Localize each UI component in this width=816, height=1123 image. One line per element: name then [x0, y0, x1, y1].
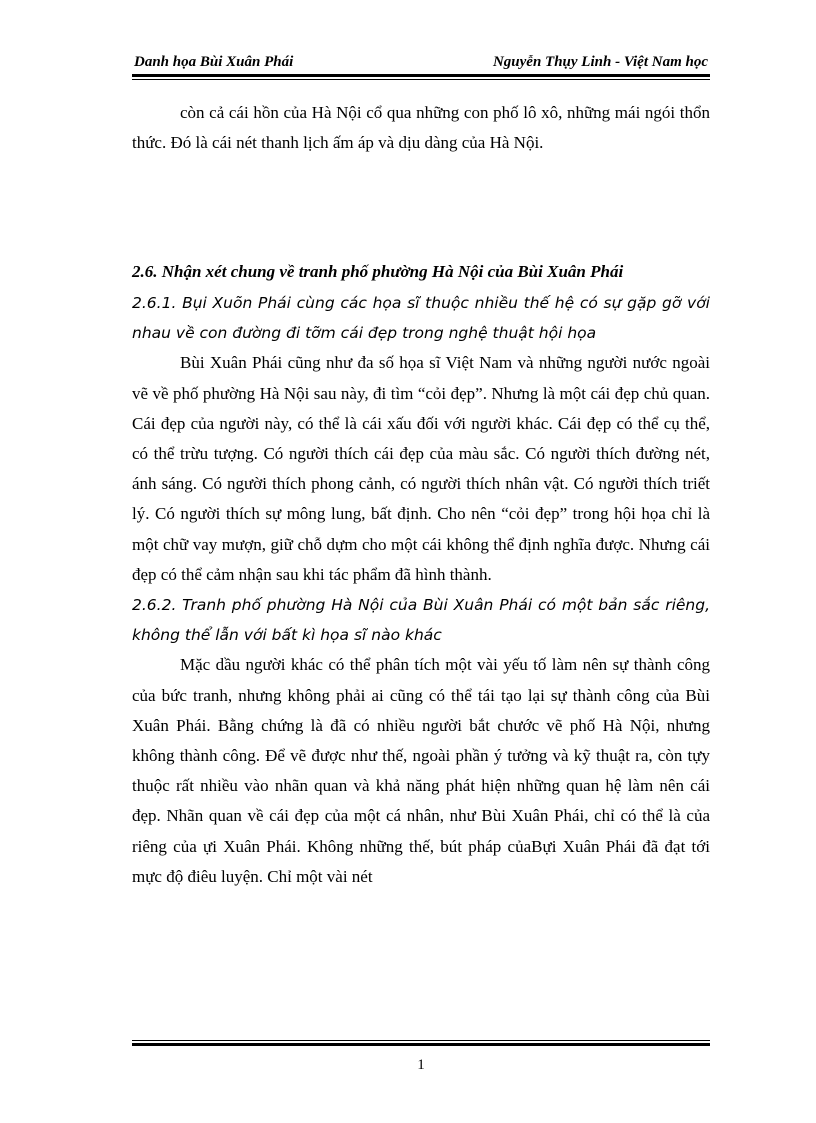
page-header — [132, 52, 710, 92]
header-title: Danh họa Bùi Xuân Phái — [134, 54, 294, 70]
intro-block — [132, 98, 710, 158]
footer-rule-thin — [132, 1040, 710, 1041]
page-footer — [132, 1040, 710, 1080]
subsection-2-heading: 2.6.2. Tranh phố phường Hà Nội của Bùi Xuân Phái có một bản sắc riêng, không thể lẫn với bất kì họa sĩ nào khác — [132, 596, 710, 645]
subsection-1-heading: 2.6.1. Bụi Xuõn Phái cùng các họa sĩ thuộc nhiều thế hệ có sự gặp gỡ với nhau về con đường đi tỡm cái đẹp trong nghệ thuật hội họa — [132, 294, 710, 343]
page-number: 1 — [417, 1057, 425, 1073]
section-2-6 — [132, 258, 710, 892]
subsection-1-paragraph: Bùi Xuân Phái cũng như đa số họa sĩ Việt Nam và những người nước ngoài vẽ về phố phường Hà Nội sau này, đi tìm “cỏi đẹp”. Nhưng là một cái đẹp chủ quan. Cái đẹp của người này, có thể là cái xấu đối với người khác. Cái đẹp có thể cụ thể, có thể trừu tượng. Có người thích cái đẹp của màu sắc. Có người thích đường nét, ánh sáng. Có người thích phong cảnh, có người thích nhân vật. Có người thích triết lý. Có người thích sự mông lung, bất định. Cho nên “cỏi đẹp” trong hội họa chỉ là một chữ vay mượn, giữ chỗ dựm cho một cái không thể định nghĩa được. Nhưng cái đẹp có thể cảm nhận sau khi tác phẩm đã hình thành. — [132, 353, 710, 584]
intro-paragraph: còn cả cái hồn của Hà Nội cổ qua những con phố lô xô, những mái ngói thổn thức. Đó là cái nét thanh lịch ấm áp và dịu dàng của Hà Nội. — [132, 103, 710, 153]
header-rule-thick — [132, 74, 710, 77]
subsection-2-paragraph: Mặc dầu người khác có thể phân tích một vài yếu tố làm nên sự thành công của bức tranh, nhưng không phải ai cũng có thể tái tạo lại sự thành công của Bùi Xuân Phái. Bằng chứng là đã có nhiều người bắt chước vẽ phố Hà Nội, nhưng không thành công. Để vẽ được như thế, ngoài phần ý tưởng và kỹ thuật ra, còn tựy thuộc rất nhiều vào nhãn quan và khả năng phát hiện những quan hệ làm nên cái đẹp. Nhãn quan về cái đẹp của một cá nhân, như Bùi Xuân Phái, chỉ có thể là của riêng của ựi Xuân Phái. Không những thế, bút pháp củaBựi Xuân Phái đã đạt tới mực độ điêu luyện. Chỉ một vài nét — [132, 655, 710, 886]
footer-rule-thick — [132, 1043, 710, 1046]
header-author: Nguyễn Thụy Linh - Việt Nam học — [492, 54, 708, 70]
header-rule-thin — [132, 79, 710, 80]
section-heading: 2.6. Nhận xét chung về tranh phố phường Hà Nội của Bùi Xuân Phái — [132, 262, 624, 281]
